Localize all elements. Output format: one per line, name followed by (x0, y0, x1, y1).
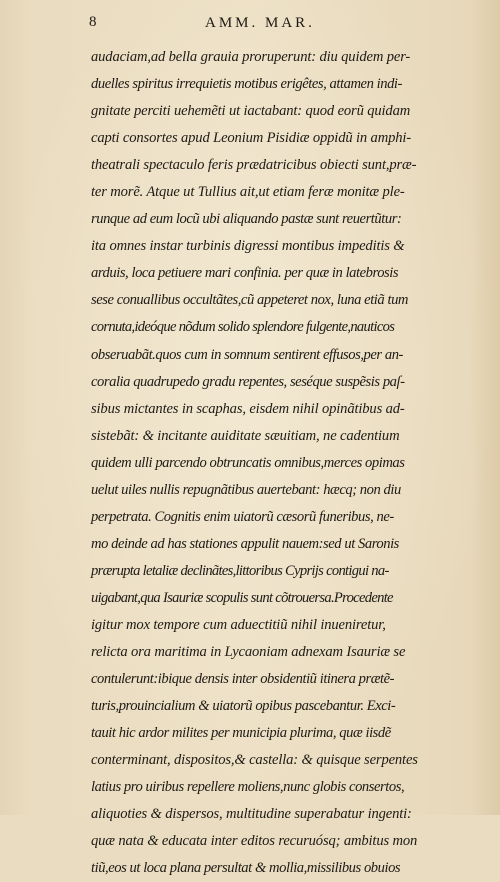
text-line: uigabant,qua Isauriæ scopulis sunt cõtrouersa.Procedente (91, 589, 393, 606)
text-line: runque ad eum locũ ubi aliquando pastæ sunt reuertũtur: (91, 211, 402, 228)
body-text (91, 44, 471, 882)
text-line: gnitate perciti uehemẽti ut iactabant: quod eorũ quidam (91, 103, 411, 120)
page-number: 8 (89, 14, 97, 30)
text-line: conterminant, dispositos,& castella: & quisque serpentes (91, 752, 418, 769)
text-line: sibus mictantes in scaphas, eisdem nihil opinãtibus ad- (91, 400, 405, 417)
text-line: tiũ,eos ut loca plana persultat & mollia,missilibus obuios (91, 860, 401, 877)
text-line: mo deinde ad has stationes appulit nauem:sed ut Saronis (91, 535, 399, 552)
text-line: prærupta letaliæ declinãtes,littoribus Cyprijs contigui na- (91, 562, 389, 579)
text-line: quidem ulli parcendo obtruncatis omnibus,merces opimas (91, 454, 405, 471)
text-line: quæ nata & educata inter editos recuruósq; ambitus mon (91, 833, 418, 850)
text-line: theatrali spectaculo feris prædatricibus obiecti sunt,præ- (91, 157, 417, 174)
text-line: latius pro uiribus repellere moliens,nunc globis consertos, (91, 779, 405, 796)
text-line: relicta ora maritima in Lycaoniam adnexam Isauriæ se (91, 644, 406, 661)
text-line: capti consortes apud Leonium Pisidiæ oppidũ in amphi- (91, 130, 411, 147)
text-line: turis,prouincialium & uiatorũ opibus pascebantur. Exci- (91, 698, 396, 715)
text-line: aliquoties & dispersos, multitudine superabatur ingenti: (91, 806, 412, 823)
text-line: igitur mox tempore cum aduectitiũ nihil inueniretur, (91, 616, 386, 633)
text-line: contulerunt:ibique densis inter obsidentiũ itinera prætẽ- (91, 671, 395, 688)
text-line: audaciam,ad bella grauia proruperunt: diu quidem per- (91, 49, 411, 65)
text-line: ter morẽ. Atque ut Tullius ait,ut etiam feræ monitæ ple- (91, 184, 405, 201)
text-line: arduis, loca petiuere mari confinia. per quæ in latebrosis (91, 265, 399, 282)
text-line: duelles spiritus irrequietis motibus erigêtes, attamen indi- (91, 76, 402, 93)
text-line: ita omnes instar turbinis digressi montibus impeditis & (91, 238, 405, 255)
text-line: obseruabãt.quos cum in somnum sentirent effusos,per an- (91, 346, 403, 363)
text-line: perpetrata. Cognitis enim uiatorũ cæsorũ funeribus, ne- (91, 508, 394, 525)
text-line: sese conuallibus occultãtes,cũ appeteret nox, luna etiã tum (91, 292, 409, 309)
text-line: sistebãt: & incitante auiditate sæuitiam, ne cadentium (91, 427, 400, 444)
text-line: tauit hic ardor milites per municipia plurima, quæ iisdẽ (91, 725, 391, 742)
text-line: coralia quadrupedo gradu repentes, seséque suspẽsis paſ- (91, 373, 405, 390)
text-line: uelut uiles nullis repugnãtibus auertebant: hæcq; non diu (91, 481, 401, 498)
running-head: AMM. MAR. (205, 15, 315, 31)
text-line: cornuta,ideóque nõdum solido splendore fulgente,nauticos (91, 319, 395, 336)
